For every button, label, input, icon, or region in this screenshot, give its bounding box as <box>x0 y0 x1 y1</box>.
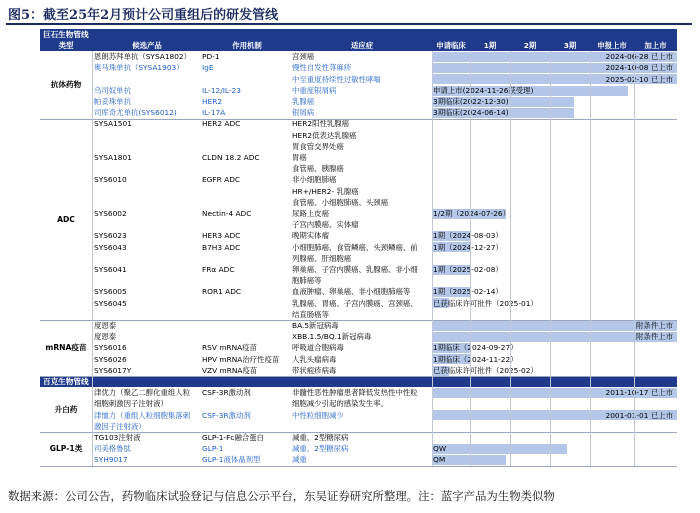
indication: 呼吸道合胞病毒 <box>292 343 344 353</box>
header-launch: 加上市 <box>644 41 667 51</box>
indication: 卵巢癌、子宫内膜癌、乳腺癌、非小细 <box>292 265 418 275</box>
table-row <box>40 432 677 443</box>
mechanism: IL-12/IL-23 <box>202 85 241 95</box>
status-text: QM <box>433 455 446 465</box>
mechanism <box>202 219 292 230</box>
column-divider <box>634 51 635 465</box>
table-row <box>40 365 677 376</box>
mechanism: CLDN 18.2 ADC <box>202 153 260 163</box>
table-row <box>40 141 677 152</box>
status-text: 2001-01-01 已上市 <box>605 410 673 420</box>
product-name: 细胞刺激因子注射液） <box>94 399 168 409</box>
product-name: 度恩泰 <box>94 332 117 342</box>
status-text: 1期（2025-02-08） <box>433 265 503 275</box>
table-row <box>40 152 677 163</box>
mechanism <box>202 309 292 320</box>
mechanism: PD-1 <box>202 52 220 62</box>
product-name: SYS6017Y <box>94 365 132 375</box>
indication: 慢性自发性荨麻疹 <box>292 63 352 73</box>
mechanism: Nectin-4 ADC <box>202 209 252 219</box>
table-row <box>40 208 677 219</box>
indication: 非小细胞肺癌 <box>292 175 337 185</box>
product-name <box>94 74 202 85</box>
product-name: SYSA1801 <box>94 153 132 163</box>
product-name: SYS6010 <box>94 175 127 185</box>
indication: 中性粒细胞减少 <box>292 410 344 420</box>
indication: HER2阳性乳腺癌 <box>292 119 350 129</box>
product-name: SYS6005 <box>94 287 127 297</box>
indication <box>292 421 432 432</box>
column-divider <box>550 51 551 465</box>
indication: 胞肺癌等 <box>292 276 322 286</box>
header-phase3: 3期 <box>563 41 577 51</box>
status-text: 1期（2024-08-03） <box>433 231 503 241</box>
product-name: SYSA1501 <box>94 119 132 129</box>
indication: 食管癌、小细胞肺癌、头颈癌 <box>292 197 389 207</box>
indication: 乳腺癌、胃癌、子宫内膜癌、宫颈癌、 <box>292 298 418 308</box>
table-row <box>40 85 677 96</box>
status-text: 1期（2024-12-27） <box>433 242 503 252</box>
title-rule <box>6 23 692 25</box>
section-header-baixi <box>40 376 677 387</box>
mechanism <box>202 141 292 152</box>
indication: 子宫内膜癌、实体瘤 <box>292 220 359 230</box>
table-row <box>40 275 677 286</box>
product-name: 津恤力（重组人粒细胞集落刺 <box>94 410 191 420</box>
status-text: 附条件上市 <box>636 321 673 331</box>
table-row <box>40 231 677 242</box>
status-text: 附条件上市 <box>636 332 673 342</box>
mechanism <box>202 331 292 342</box>
table-row <box>40 343 677 354</box>
product-name: SYS6016 <box>94 343 127 353</box>
indication: 减重、2型糖尿病 <box>292 444 349 454</box>
product-name: 奥马珠单抗（SYSA1903） <box>94 63 184 73</box>
header-indication: 适应症 <box>350 41 374 51</box>
indication: 带状疱疹病毒 <box>292 365 337 375</box>
status-text: 1期（2025-02-14） <box>433 287 503 297</box>
header-type: 类型 <box>58 41 74 51</box>
mechanism <box>202 163 292 174</box>
section-label: 巨石生物管线 <box>43 29 89 39</box>
mechanism <box>202 253 292 264</box>
status-text: 2024-06-28 已上市 <box>605 52 673 62</box>
table-row <box>40 130 677 141</box>
mechanism <box>202 421 292 432</box>
table-row <box>40 264 677 275</box>
group-separator <box>40 432 677 433</box>
indication: 结直肠癌等 <box>292 309 329 319</box>
indication: XBB.1.5/BQ.1新冠病毒 <box>292 332 372 342</box>
table-header-row <box>40 40 677 51</box>
header-phase2: 2期 <box>523 41 537 51</box>
mechanism: RSV mRNA疫苗 <box>202 343 257 353</box>
table-row <box>40 74 677 85</box>
mechanism <box>202 320 292 331</box>
indication: 晚期实体瘤 <box>292 231 329 241</box>
indication: 中至重度持续性过敏性哮喘 <box>292 74 381 84</box>
product-name <box>94 275 202 286</box>
table-row <box>40 107 677 118</box>
product-name: SYS6045 <box>94 298 127 308</box>
pipeline-table <box>40 29 677 476</box>
group-separator <box>40 466 677 467</box>
indication: 列腺癌、肝细胞癌 <box>292 253 352 263</box>
status-text: 申请上市(2024-11-26获受理) <box>433 85 534 95</box>
table-row <box>40 287 677 298</box>
group-separator <box>40 320 677 321</box>
figure-title: 图5：截至25年2月预计公司重组后的研发管线 <box>8 8 279 23</box>
status-text: 2024-10-08 已上市 <box>605 63 673 73</box>
product-name: SYS6023 <box>94 231 127 241</box>
mechanism: CSF-3R激动剂 <box>202 410 251 420</box>
mechanism: FRα ADC <box>202 265 235 275</box>
header-phase1: 1期 <box>483 41 497 51</box>
table-row <box>40 242 677 253</box>
product-name: SYS6043 <box>94 242 127 252</box>
indication: 胃癌 <box>292 153 307 163</box>
product-name: 司库奇尤单抗(SYS6012) <box>94 108 177 118</box>
indication: HR+/HER2- 乳腺癌 <box>292 186 359 196</box>
table-row <box>40 253 677 264</box>
table-row <box>40 443 677 454</box>
header-product: 候选产品 <box>132 41 162 51</box>
table-row <box>40 298 677 309</box>
column-divider <box>470 51 471 465</box>
header-mechanism: 作用机制 <box>232 41 262 51</box>
table-row <box>40 331 677 342</box>
product-name: 司美格鲁肽 <box>94 444 131 454</box>
mechanism <box>202 275 292 286</box>
mechanism <box>202 399 292 410</box>
header-ind: 申请临床 <box>436 41 466 51</box>
product-name <box>94 141 202 152</box>
indication: 小细胞肺癌、食管鳞癌、头颈鳞癌、前 <box>292 242 418 252</box>
column-divider <box>432 51 433 465</box>
category-antibody: 抗体药物 <box>50 80 82 90</box>
table-row <box>40 410 677 421</box>
indication: BA.5新冠病毒 <box>292 321 339 331</box>
mechanism: GLP-1 <box>202 444 224 454</box>
mechanism: ROR1 ADC <box>202 287 242 297</box>
table-row <box>40 175 677 186</box>
indication: 减重 <box>292 455 307 465</box>
table-row <box>40 399 677 410</box>
mechanism <box>202 197 292 208</box>
status-text: 2011-10-17 已上市 <box>605 388 673 398</box>
indication: 非髓性恶性肿瘤患者降低发热性中性粒 <box>292 388 418 398</box>
mechanism: GLP-1液体晶剂型 <box>202 455 261 465</box>
indication: 血液肿瘤、卵巢癌、非小细胞肺癌等 <box>292 287 411 297</box>
product-name: SYH9017 <box>94 455 128 465</box>
progress-bar <box>432 444 567 454</box>
product-name: 恩朗苏拜单抗（SYSA1802） <box>94 52 192 62</box>
product-name: 度恩泰 <box>94 321 117 331</box>
status-text: 3期临床(2022-12-30) <box>433 97 509 107</box>
product-name: 乌司奴单抗 <box>94 85 131 95</box>
status-text: 3期临床(2024-06-14) <box>433 108 509 118</box>
mechanism <box>202 298 292 309</box>
table-row <box>40 163 677 174</box>
status-text: 已获临床许可批件（2025-02） <box>433 365 538 375</box>
product-name: SYS6041 <box>94 265 127 275</box>
category-growth-factor: 升白药 <box>54 404 78 414</box>
mechanism: VZV mRNA疫苗 <box>202 365 258 375</box>
indication: 乳腺癌 <box>292 97 315 107</box>
mechanism: EGFR ADC <box>202 175 241 185</box>
section-header-innovative <box>40 29 677 40</box>
mechanism: HPV mRNA治疗性疫苗 <box>202 354 280 364</box>
column-divider <box>510 51 511 465</box>
table-row <box>40 96 677 107</box>
status-text: 1期临床（2024-11-22） <box>433 354 518 364</box>
product-name: SYS6002 <box>94 209 127 219</box>
table-row <box>40 197 677 208</box>
category-glp1: GLP-1类 <box>49 444 83 454</box>
mechanism: HER2 ADC <box>202 119 241 129</box>
product-name <box>94 197 202 208</box>
mechanism: HER3 ADC <box>202 231 241 241</box>
status-text: 2025-02-10 已上市 <box>605 74 673 84</box>
indication: 胃食管交界处癌 <box>292 141 344 151</box>
indication: 人乳头瘤病毒 <box>292 354 337 364</box>
mechanism <box>202 130 292 141</box>
status-text: 已获临床许可批件（2025-01） <box>433 298 538 308</box>
category-adc: ADC <box>57 214 75 224</box>
status-text: 1/2期（2024-07-26） <box>433 209 511 219</box>
product-name: 帕妥珠单抗 <box>94 97 131 107</box>
header-nda: 申报上市 <box>597 41 627 51</box>
product-name: SYS6026 <box>94 354 127 364</box>
mechanism: IL-17A <box>202 108 226 118</box>
indication: 宫颈癌 <box>292 52 315 62</box>
indication: 中重度银屑病 <box>292 85 337 95</box>
product-name <box>94 186 202 197</box>
table-row <box>40 186 677 197</box>
table-row <box>40 119 677 130</box>
mechanism <box>202 186 292 197</box>
mechanism <box>202 74 292 85</box>
indication: HER2低表达乳腺癌 <box>292 130 357 140</box>
category-mrna: mRNA疫苗 <box>45 343 87 353</box>
product-name: TG103注射液 <box>94 433 141 443</box>
table-row <box>40 219 677 230</box>
table-row <box>40 455 677 466</box>
table-row <box>40 63 677 74</box>
product-name <box>94 219 202 230</box>
table-row <box>40 309 677 320</box>
table-row <box>40 421 677 432</box>
group-separator <box>40 119 677 120</box>
product-name <box>94 253 202 264</box>
table-row <box>40 387 677 398</box>
indication: 食管癌、胰腺癌 <box>292 164 344 174</box>
column-divider <box>92 51 93 465</box>
source-note: 数据来源：公司公告，药物临床试验登记与信息公示平台，东吴证券研究所整理。注：蓝字产品为生物类似物 <box>8 489 555 503</box>
product-name: 激因子注射液） <box>94 421 146 431</box>
table-row <box>40 320 677 331</box>
indication: 减重、2型糖尿病 <box>292 433 349 443</box>
indication: 细胞减少引起的感染发生率。 <box>292 399 389 409</box>
product-name <box>94 163 202 174</box>
indication: 银屑病 <box>292 108 315 118</box>
mechanism: HER2 <box>202 97 223 107</box>
indication: 尿路上皮癌 <box>292 209 329 219</box>
section-label: 百克生物管线 <box>43 376 89 386</box>
mechanism: B7H3 ADC <box>202 242 241 252</box>
status-text: QW <box>433 444 447 454</box>
product-name: 津优力（聚乙二醇化重组人粒 <box>94 388 191 398</box>
mechanism: CSF-3R激动剂 <box>202 388 251 398</box>
mechanism: GLP-1-Fc融合蛋白 <box>202 433 265 443</box>
product-name <box>94 309 202 320</box>
mechanism: IgE <box>202 63 214 73</box>
table-row <box>40 51 677 62</box>
status-text: 1期临床（2024-09-27） <box>433 343 518 353</box>
group-separator <box>40 376 677 377</box>
product-name <box>94 130 202 141</box>
table-row <box>40 354 677 365</box>
column-divider <box>590 51 591 465</box>
